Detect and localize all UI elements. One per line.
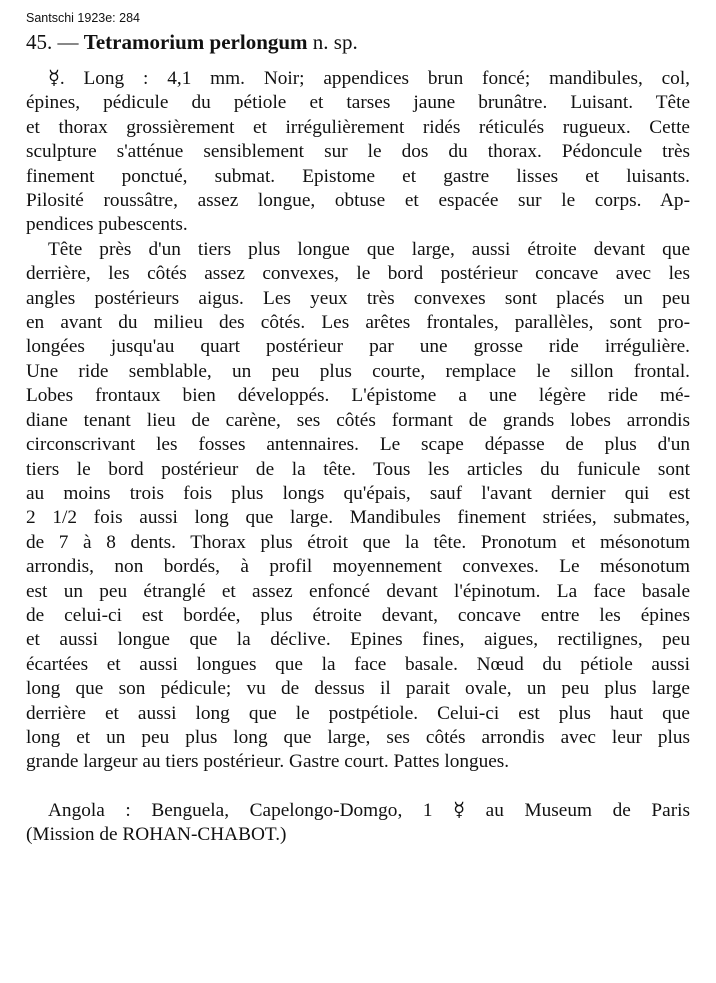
text-line: 2 1/2 fois aussi long que large. Mandibules finement striées, submates, [26, 507, 690, 529]
text-line: en avant du milieu des côtés. Les arêtes frontales, parallèles, sont pro- [26, 312, 690, 334]
text-line: tiers le bord postérieur de la tête. Tous les articles du funicule sont [26, 458, 690, 480]
paragraph-description [26, 238, 690, 775]
text-line: derrière et aussi long que le postpétiole. Celui-ci est plus haut que [26, 702, 690, 724]
text-line: longées jusqu'au quart postérieur par une grosse ride irrégulière. [26, 336, 690, 358]
text-line: est un peu étranglé et assez enfoncé devant l'épinotum. La face basale [26, 580, 690, 602]
text-line: ☿. Long : 4,1 mm. Noir; appendices brun foncé; mandibules, col, [48, 68, 690, 89]
text-line: pendices pubescents. [26, 214, 188, 236]
text-line: diane tenant lieu de carène, ses côtés formant de grands lobes arrondis [26, 409, 690, 431]
species-rank: n. sp. [312, 30, 358, 54]
text-line: arrondis, non bordés, à profil moyennement convexes. Le mésonotum [26, 556, 690, 578]
text-line: derrière, les côtés assez convexes, le bord postérieur concave avec les [26, 263, 690, 285]
text-line: angles postérieurs aigus. Les yeux très convexes sont placés un peu [26, 287, 690, 309]
text-line: et thorax grossièrement et irrégulièrement ridés réticulés rugueux. Cette [26, 116, 690, 138]
text-line: finement ponctué, submat. Epistome et gastre lisses et luisants. [26, 165, 690, 187]
text-line: de 7 à 8 dents. Thorax plus étroit que la tête. Pronotum et mésonotum [26, 531, 690, 553]
source-citation: Santschi 1923e: 284 [26, 11, 140, 25]
text-line: circonscrivant les fosses antennaires. Le scape dépasse de plus d'un [26, 434, 690, 456]
text-line: au moins trois fois plus longs qu'épais, sauf l'avant dernier qui est [26, 482, 690, 504]
text-line: épines, pédicule du pétiole et tarses jaune brunâtre. Luisant. Tête [26, 92, 690, 114]
paragraph-locality [26, 799, 690, 848]
species-number: 45. — [26, 30, 79, 54]
text-line: long et un peu plus long que large, ses côtés arrondis avec leur plus [26, 726, 690, 748]
paragraph-gap [26, 775, 690, 799]
description-body [26, 67, 690, 848]
text-line: Pilosité roussâtre, assez longue, obtuse et espacée sur le corps. Ap- [26, 190, 690, 212]
text-line: sculpture s'atténue sensiblement sur le dos du thorax. Pédoncule très [26, 141, 690, 163]
text-line: grande largeur au tiers postérieur. Gastre court. Pattes longues. [26, 751, 510, 773]
text-line: de celui-ci est bordée, plus étroite devant, concave entre les épines [26, 604, 690, 626]
text-line: Lobes frontaux bien développés. L'épistome a une légère ride mé- [26, 385, 690, 407]
text-line: Une ride semblable, un peu plus courte, remplace le sillon frontal. [26, 360, 690, 382]
species-heading [26, 30, 358, 55]
text-line: et aussi longue que la déclive. Epines fines, aigues, rectilignes, peu [26, 629, 690, 651]
text-line: écartées et aussi longues que la face basale. Nœud du pétiole aussi [26, 653, 690, 675]
species-name: Tetramorium perlongum [83, 30, 308, 54]
text-line: long que son pédicule; vu de dessus il parait ovale, un peu plus large [26, 678, 690, 700]
text-line: (Mission de ROHAN-CHABOT.) [26, 824, 287, 846]
text-line: Tête près d'un tiers plus longue que large, aussi étroite devant que [48, 238, 690, 260]
paragraph-diagnosis [26, 67, 690, 238]
text-line: Angola : Benguela, Capelongo-Domgo, 1 ☿ au Museum de Paris [48, 799, 690, 821]
